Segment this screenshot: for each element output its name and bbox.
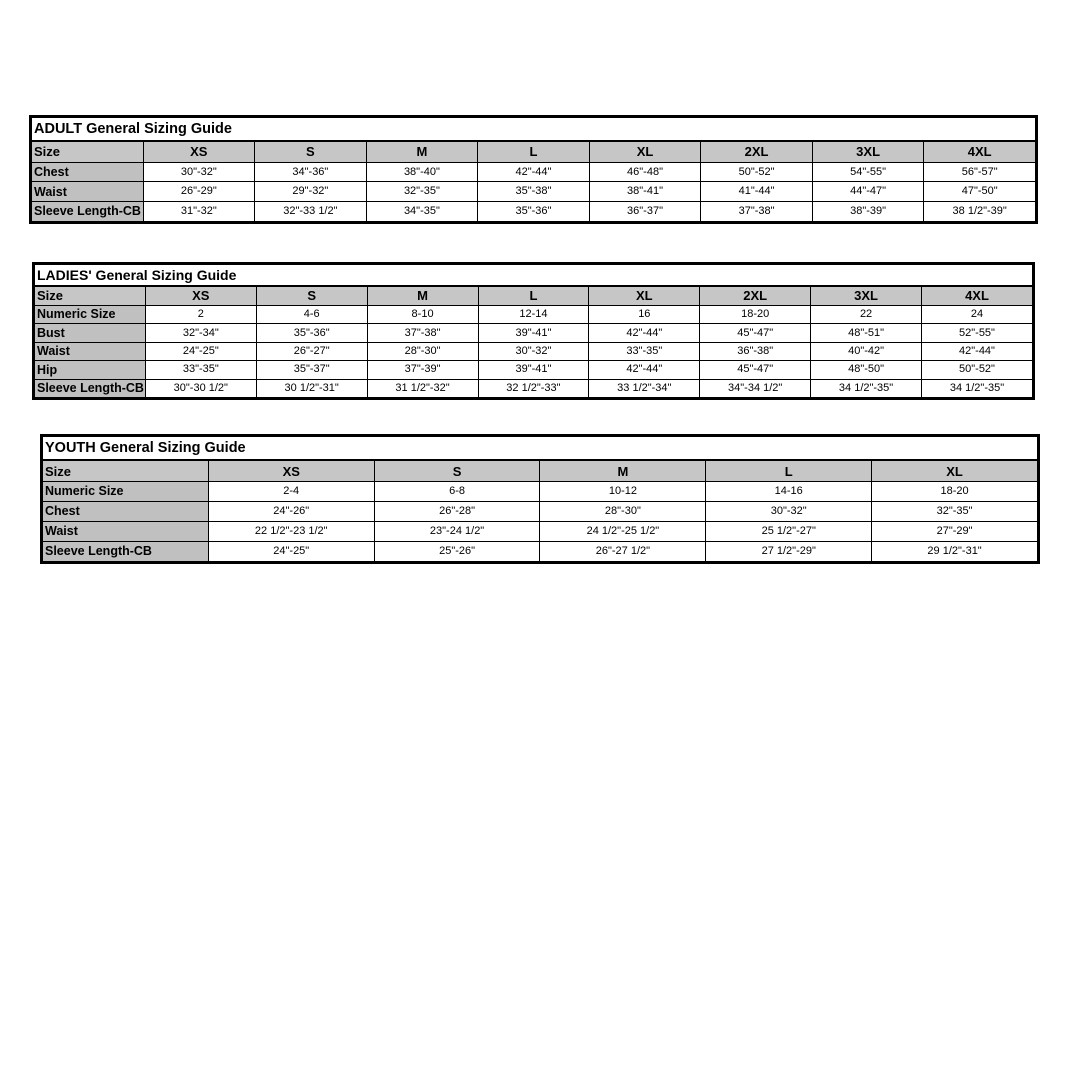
ladies-size-header: XS <box>145 286 256 306</box>
ladies-sizing-table <box>32 262 1035 400</box>
table-cell: 30"-32" <box>706 502 872 522</box>
table-cell: 22 <box>811 305 922 323</box>
table-cell: 30"-30 1/2" <box>145 379 256 397</box>
table-cell: 39"-41" <box>478 324 589 342</box>
youth-table-title: YOUTH General Sizing Guide <box>43 437 1038 461</box>
table-cell: 32"-34" <box>145 324 256 342</box>
adult-sizing-table <box>29 115 1038 224</box>
youth-size-header: L <box>706 460 872 481</box>
ladies-hip-row <box>35 361 1033 379</box>
youth-chest-row <box>43 502 1038 522</box>
adult-size-header: 3XL <box>812 141 924 162</box>
adult-title-row <box>32 118 1036 141</box>
youth-size-header: XS <box>208 460 374 481</box>
row-label: Numeric Size <box>43 482 209 502</box>
table-cell: 44"-47" <box>812 182 924 202</box>
row-label: Numeric Size <box>35 305 146 323</box>
table-cell: 45"-47" <box>700 361 811 379</box>
ladies-size-header: M <box>367 286 478 306</box>
table-cell: 36"-37" <box>589 202 701 222</box>
adult-size-header: XL <box>589 141 701 162</box>
adult-sleeve-row <box>32 202 1036 222</box>
youth-size-header: S <box>374 460 540 481</box>
ladies-size-header: S <box>256 286 367 306</box>
table-cell: 50"-52" <box>701 162 813 182</box>
adult-size-header: L <box>478 141 590 162</box>
table-cell: 32"-35" <box>366 182 478 202</box>
table-cell: 29"-32" <box>255 182 367 202</box>
ladies-size-header: 4XL <box>922 286 1033 306</box>
table-cell: 12-14 <box>478 305 589 323</box>
ladies-sleeve-row <box>35 379 1033 397</box>
table-cell: 33"-35" <box>589 342 700 360</box>
table-cell: 32"-35" <box>872 502 1038 522</box>
ladies-size-header: XL <box>589 286 700 306</box>
table-cell: 48"-50" <box>811 361 922 379</box>
table-cell: 26"-29" <box>143 182 255 202</box>
table-cell: 32"-33 1/2" <box>255 202 367 222</box>
table-cell: 47"-50" <box>924 182 1036 202</box>
table-cell: 29 1/2"-31" <box>872 542 1038 562</box>
table-cell: 24 1/2"-25 1/2" <box>540 522 706 542</box>
youth-title-row <box>43 437 1038 461</box>
table-cell: 23"-24 1/2" <box>374 522 540 542</box>
table-cell: 38"-39" <box>812 202 924 222</box>
table-cell: 52"-55" <box>922 324 1033 342</box>
adult-size-header: XS <box>143 141 255 162</box>
table-cell: 34"-35" <box>366 202 478 222</box>
table-cell: 8-10 <box>367 305 478 323</box>
adult-size-label: Size <box>32 141 144 162</box>
youth-sizing-grid <box>42 436 1038 562</box>
table-cell: 31 1/2"-32" <box>367 379 478 397</box>
adult-sizing-grid <box>31 117 1036 222</box>
table-cell: 24"-25" <box>208 542 374 562</box>
table-cell: 35"-37" <box>256 361 367 379</box>
row-label: Chest <box>43 502 209 522</box>
table-cell: 14-16 <box>706 482 872 502</box>
ladies-title-row <box>35 265 1033 286</box>
table-cell: 42"-44" <box>589 361 700 379</box>
table-cell: 34"-36" <box>255 162 367 182</box>
table-cell: 30 1/2"-31" <box>256 379 367 397</box>
ladies-size-header: 2XL <box>700 286 811 306</box>
row-label: Chest <box>32 162 144 182</box>
row-label: Sleeve Length-CB <box>43 542 209 562</box>
ladies-size-header: 3XL <box>811 286 922 306</box>
youth-sizing-table <box>40 434 1040 564</box>
table-cell: 34 1/2"-35" <box>922 379 1033 397</box>
table-cell: 26"-27 1/2" <box>540 542 706 562</box>
table-cell: 48"-51" <box>811 324 922 342</box>
table-cell: 38"-40" <box>366 162 478 182</box>
table-cell: 42"-44" <box>589 324 700 342</box>
adult-size-header: 4XL <box>924 141 1036 162</box>
table-cell: 6-8 <box>374 482 540 502</box>
table-cell: 35"-36" <box>256 324 367 342</box>
table-cell: 26"-27" <box>256 342 367 360</box>
adult-size-header: 2XL <box>701 141 813 162</box>
table-cell: 25 1/2"-27" <box>706 522 872 542</box>
table-cell: 2-4 <box>208 482 374 502</box>
table-cell: 36"-38" <box>700 342 811 360</box>
table-cell: 45"-47" <box>700 324 811 342</box>
youth-size-label: Size <box>43 460 209 481</box>
table-cell: 38 1/2"-39" <box>924 202 1036 222</box>
table-cell: 56"-57" <box>924 162 1036 182</box>
table-cell: 16 <box>589 305 700 323</box>
row-label: Sleeve Length-CB <box>35 379 146 397</box>
table-cell: 25"-26" <box>374 542 540 562</box>
row-label: Hip <box>35 361 146 379</box>
table-cell: 38"-41" <box>589 182 701 202</box>
row-label: Waist <box>43 522 209 542</box>
adult-waist-row <box>32 182 1036 202</box>
adult-size-row <box>32 141 1036 162</box>
table-cell: 37"-38" <box>701 202 813 222</box>
table-cell: 28"-30" <box>540 502 706 522</box>
table-cell: 42"-44" <box>922 342 1033 360</box>
adult-size-header: S <box>255 141 367 162</box>
table-cell: 24"-26" <box>208 502 374 522</box>
row-label: Waist <box>35 342 146 360</box>
table-cell: 10-12 <box>540 482 706 502</box>
table-cell: 35"-36" <box>478 202 590 222</box>
ladies-numeric-row <box>35 305 1033 323</box>
row-label: Waist <box>32 182 144 202</box>
table-cell: 35"-38" <box>478 182 590 202</box>
table-cell: 37"-39" <box>367 361 478 379</box>
ladies-size-row <box>35 286 1033 306</box>
table-cell: 41"-44" <box>701 182 813 202</box>
row-label: Sleeve Length-CB <box>32 202 144 222</box>
table-cell: 31"-32" <box>143 202 255 222</box>
table-cell: 2 <box>145 305 256 323</box>
table-cell: 40"-42" <box>811 342 922 360</box>
adult-table-title: ADULT General Sizing Guide <box>32 118 1036 141</box>
ladies-size-label: Size <box>35 286 146 306</box>
youth-waist-row <box>43 522 1038 542</box>
ladies-bust-row <box>35 324 1033 342</box>
table-cell: 28"-30" <box>367 342 478 360</box>
row-label: Bust <box>35 324 146 342</box>
table-cell: 18-20 <box>700 305 811 323</box>
ladies-waist-row <box>35 342 1033 360</box>
adult-size-header: M <box>366 141 478 162</box>
table-cell: 27 1/2"-29" <box>706 542 872 562</box>
youth-size-header: M <box>540 460 706 481</box>
ladies-table-title: LADIES' General Sizing Guide <box>35 265 1033 286</box>
table-cell: 24 <box>922 305 1033 323</box>
table-cell: 30"-32" <box>478 342 589 360</box>
table-cell: 22 1/2"-23 1/2" <box>208 522 374 542</box>
table-cell: 54"-55" <box>812 162 924 182</box>
adult-chest-row <box>32 162 1036 182</box>
table-cell: 33 1/2"-34" <box>589 379 700 397</box>
table-cell: 37"-38" <box>367 324 478 342</box>
table-cell: 30"-32" <box>143 162 255 182</box>
table-cell: 4-6 <box>256 305 367 323</box>
table-cell: 18-20 <box>872 482 1038 502</box>
table-cell: 27"-29" <box>872 522 1038 542</box>
ladies-sizing-grid <box>34 264 1033 398</box>
table-cell: 26"-28" <box>374 502 540 522</box>
table-cell: 46"-48" <box>589 162 701 182</box>
table-cell: 42"-44" <box>478 162 590 182</box>
table-cell: 32 1/2"-33" <box>478 379 589 397</box>
youth-sleeve-row <box>43 542 1038 562</box>
ladies-size-header: L <box>478 286 589 306</box>
table-cell: 50"-52" <box>922 361 1033 379</box>
table-cell: 24"-25" <box>145 342 256 360</box>
youth-numeric-row <box>43 482 1038 502</box>
table-cell: 34"-34 1/2" <box>700 379 811 397</box>
table-cell: 34 1/2"-35" <box>811 379 922 397</box>
table-cell: 33"-35" <box>145 361 256 379</box>
youth-size-row <box>43 460 1038 481</box>
table-cell: 39"-41" <box>478 361 589 379</box>
youth-size-header: XL <box>872 460 1038 481</box>
